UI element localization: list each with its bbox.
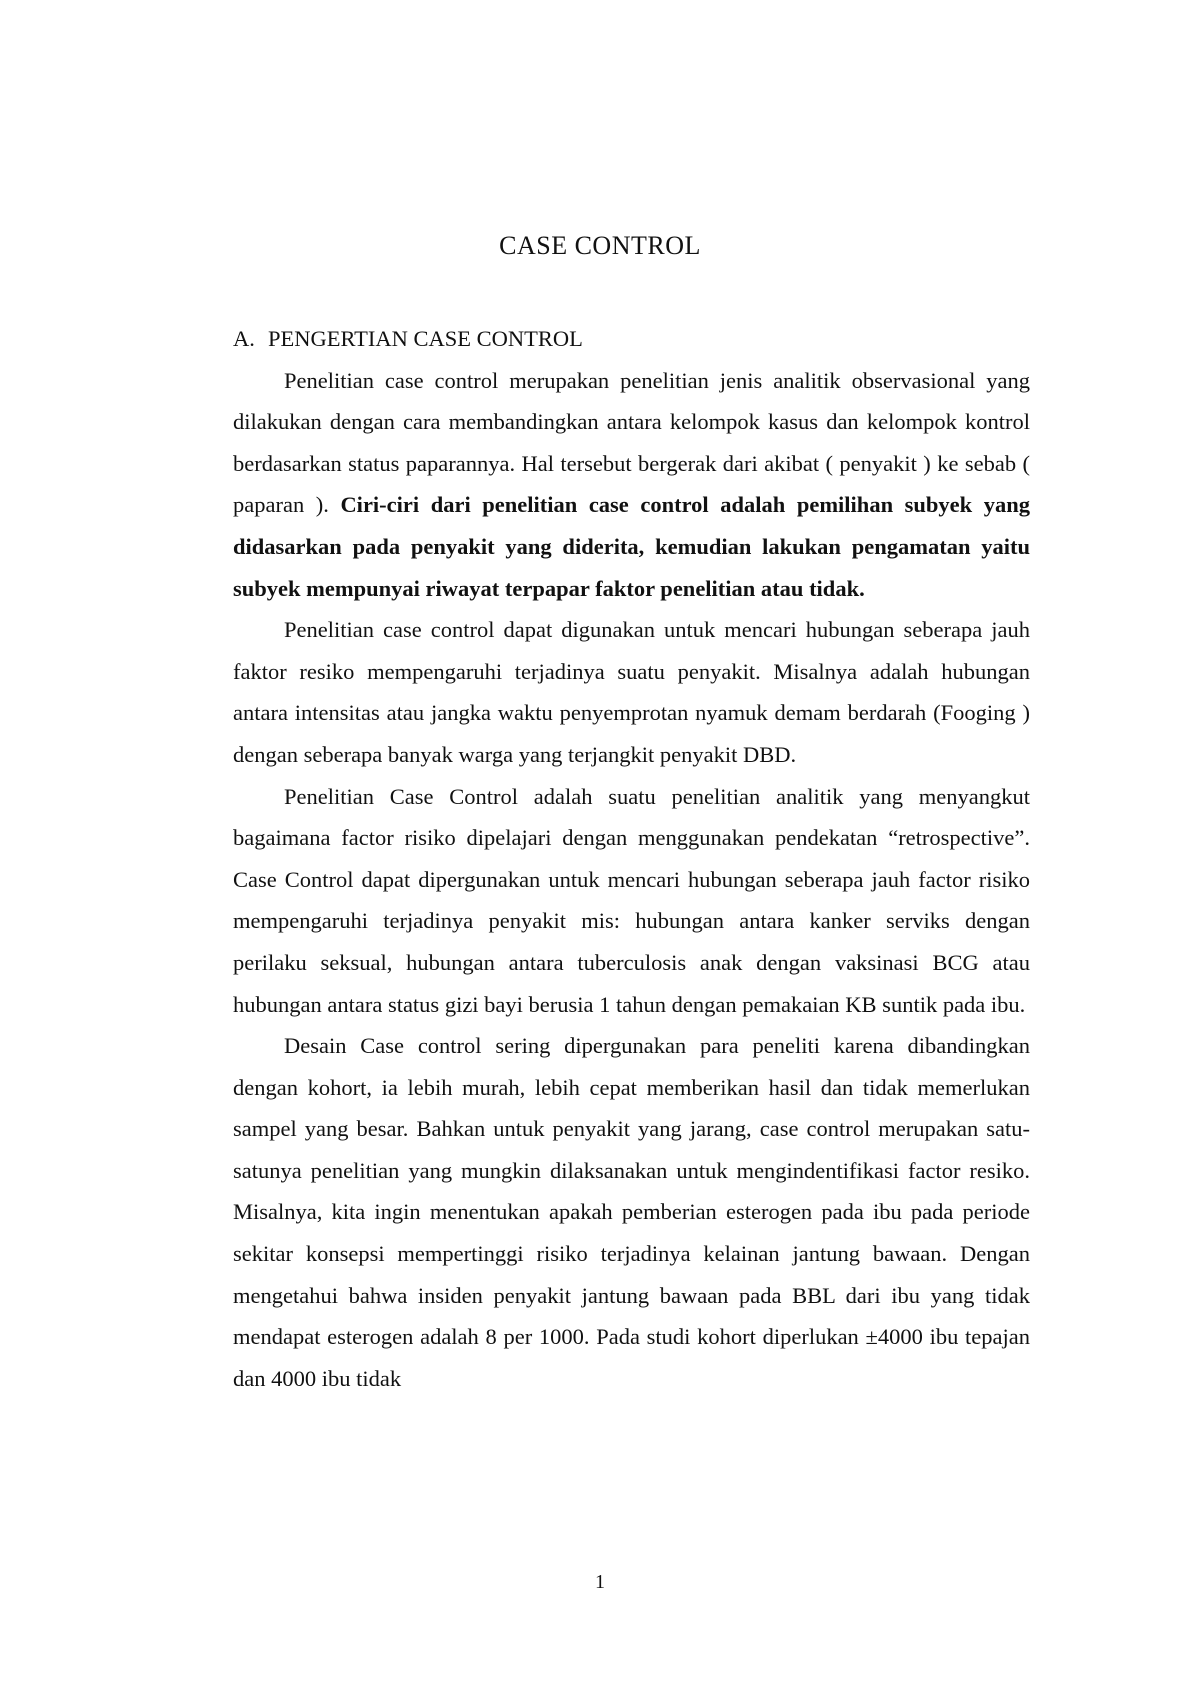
page-number: 1 (595, 1571, 605, 1593)
paragraph-design: Desain Case control sering dipergunakan para peneliti karena dibandingkan dengan kohort, ia lebih murah, lebih cepat memberikan hasil dan tidak memerlukan sampel yang besar. Bahkan untuk penyakit yang jarang, case control merupakan satu-satunya penelitian yang mungkin dilaksanakan untuk mengindentifikasi factor resiko. Misalnya, kita ingin menentukan apakah pemberian esterogen pada ibu pada periode sekitar konsepsi mempertinggi risiko terjadinya kelainan jantung bawaan. Dengan mengetahui bahwa insiden penyakit jantung bawaan pada BBL dari ibu yang tidak mendapat esterogen adalah 8 per 1000. Pada studi kohort diperlukan ±4000 ibu tepajan dan 4000 ibu tidak (233, 1033, 1030, 1391)
document-title: CASE CONTROL (499, 231, 701, 260)
paragraph-definition-text: Penelitian case control merupakan penelitian jenis analitik observasional yang dilakukan dengan cara membandingkan antara kelompok kasus dan kelompok kontrol berdasarkan status paparannya. Hal tersebut bergerak dari akibat ( penyakit ) ke sebab ( paparan ). (233, 367, 1030, 518)
paragraph-retrospective: Penelitian Case Control adalah suatu penelitian analitik yang menyangkut bagaimana factor risiko dipelajari dengan menggunakan pendekatan “retrospective”. Case Control dapat dipergunakan untuk mencari hubungan seberapa jauh factor risiko mempengaruhi terjadinya penyakit mis: hubungan antara kanker serviks dengan perilaku seksual, hubungan antara tuberculosis anak dengan vaksinasi BCG atau hubungan antara status gizi bayi berusia 1 tahun dengan pemakaian KB suntik pada ibu. (233, 783, 1030, 1017)
document-body (233, 318, 1030, 1399)
paragraph-definition-bold: Ciri-ciri dari penelitian case control adalah pemilihan subyek yang didasarkan pada penyakit yang diderita, kemudian lakukan pengamatan yaitu subyek mempunyai riwayat terpapar faktor penelitian atau tidak. (233, 492, 1030, 601)
section-heading (233, 318, 1030, 360)
section-title: PENGERTIAN CASE CONTROL (268, 326, 583, 351)
paragraph-definition (233, 360, 1030, 610)
section-number: A. (233, 326, 255, 351)
paragraph-usage: Penelitian case control dapat digunakan untuk mencari hubungan seberapa jauh faktor resiko mempengaruhi terjadinya suatu penyakit. Misalnya adalah hubungan antara intensitas atau jangka waktu penyemprotan nyamuk demam berdarah (Fooging ) dengan seberapa banyak warga yang terjangkit penyakit DBD. (233, 617, 1030, 767)
